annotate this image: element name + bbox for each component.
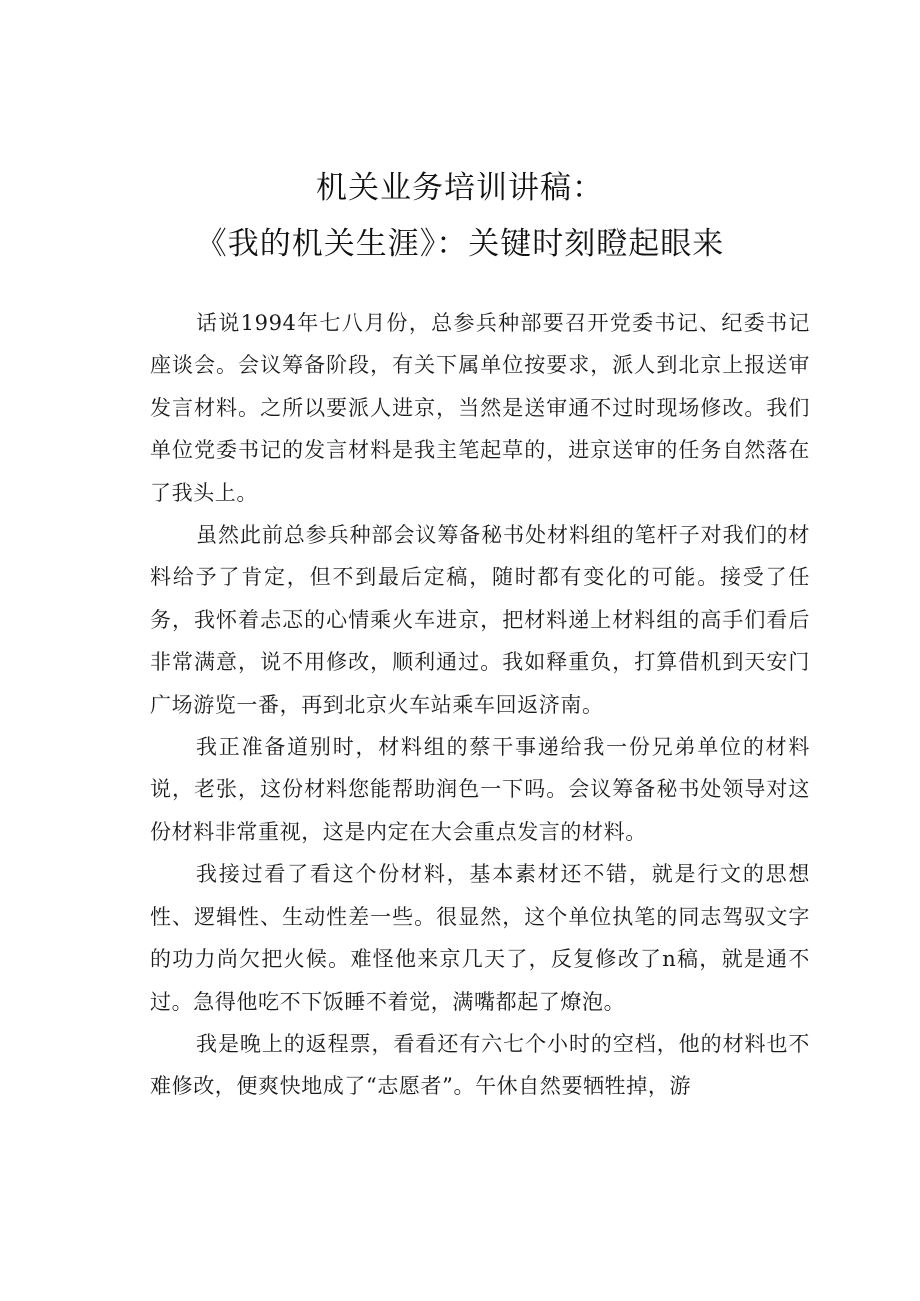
paragraph-3: 我正准备道别时，材料组的蔡干事递给我一份兄弟单位的材料说，老张，这份材料您能帮助润色一下吗。会议筹备秘书处领导对这份材料非常重视，这是内定在大会重点发言的材料。 [150, 735, 810, 844]
paragraph-2: 虽然此前总参兵种部会议筹备秘书处材料组的笔杆子对我们的材料给予了肯定，但不到最后定稿，随时都有变化的可能。接受了任务，我怀着忐忑的心情乘火车进京，把材料递上材料组的高手们看后非常满意，说不用修改，顺利通过。我如释重负，打算借机到天安门广场游览一番，再到北京火车站乘车回返济南。 [150, 523, 810, 717]
document-title [0, 160, 920, 272]
paragraph-5: 我是晚上的返程票，看看还有六七个小时的空档，他的材料也不难修改，便爽快地成了“志愿者”。午休自然要牺牲掉，游 [150, 1031, 810, 1099]
paragraph-1: 话说1994年七八月份，总参兵种部要召开党委书记、纪委书记座谈会。会议筹备阶段，有关下属单位按要求，派人到北京上报送审发言材料。之所以要派人进京，当然是送审通不过时现场修改。我们单位党委书记的发言材料是我主笔起草的，进京送审的任务自然落在了我头上。 [150, 311, 810, 505]
document-body [150, 302, 810, 1108]
title-line-2: 《我的机关生涯》：关键时刻瞪起眼来 [195, 226, 725, 262]
title-line-1: 机关业务培训讲稿： [316, 170, 604, 206]
paragraph-4: 我接过看了看这个份材料，基本素材还不错，就是行文的思想性、逻辑性、生动性差一些。很显然，这个单位执笔的同志驾驭文字的功力尚欠把火候。难怪他来京几天了，反复修改了n稿，就是通不过。急得他吃不下饭睡不着觉，满嘴都起了燎泡。 [150, 862, 810, 1014]
